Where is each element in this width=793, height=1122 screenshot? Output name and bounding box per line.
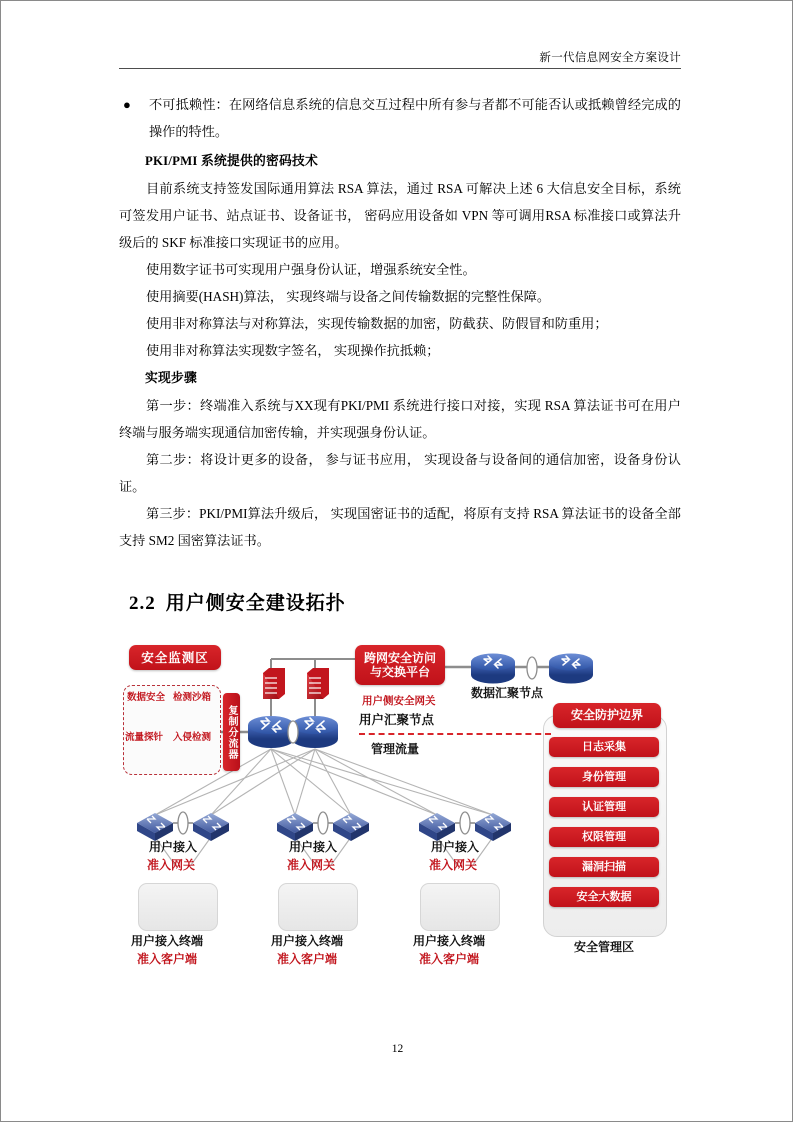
management-flow-label: 管理流量 <box>371 742 420 756</box>
security-item-vuln-scan: 漏洞扫描 <box>549 857 659 877</box>
subheading-steps: 实现步骤 <box>145 371 197 385</box>
gateway-sub-label: 用户侧安全网关 <box>362 695 436 707</box>
monitor-item-traffic-probe: 流量探针 <box>125 732 164 743</box>
step-1: 第一步：终端准入系统与XX现有PKI/PMI 系统进行接口对接，实现 RSA 算法证书可在用户终端与服务端实现通信加密传输，并实现强身份认证。 <box>119 398 681 440</box>
security-item-big-data: 安全大数据 <box>549 887 659 907</box>
splitter-label: 复制分流器 <box>223 693 240 771</box>
monitor-item-data-security: 数据安全 <box>127 692 166 703</box>
access-group-2-sub: 准入网关 <box>287 858 336 872</box>
user-aggregation-label: 用户汇聚节点 <box>359 712 435 727</box>
page-content <box>119 49 681 982</box>
step-3: 第三步：PKI/PMI算法升级后， 实现国密证书的适配，将原有支持 RSA 算法证书的设备全部支持 SM2 国密算法证书。 <box>119 506 681 548</box>
page-number: 12 <box>391 1043 404 1055</box>
terminal-label-3: 用户接入终端 <box>413 934 486 948</box>
terminal-label-2: 用户接入终端 <box>271 934 344 948</box>
security-zone-label: 安全管理区 <box>574 940 635 954</box>
security-boundary-title: 安全防护边界 <box>553 703 661 728</box>
terminal-sub-2: 准入客户端 <box>277 952 338 966</box>
paragraph-2: 使用数字证书可实现用户强身份认证，增强系统安全性。 <box>146 262 476 277</box>
monitor-zone-title: 安全监测区 <box>129 645 221 670</box>
paragraph-4: 使用非对称算法与对称算法，实现传输数据的加密，防截获、防假冒和防重用； <box>146 316 608 331</box>
network-topology-diagram <box>119 637 681 982</box>
management-flow-line <box>359 733 551 735</box>
running-header: 新一代信息网安全方案设计 <box>539 52 681 64</box>
monitor-item-ids: 入侵检测 <box>173 732 212 743</box>
data-aggregation-label: 数据汇聚节点 <box>471 686 544 700</box>
gateway-platform-title <box>355 645 445 685</box>
terminal-box-2 <box>278 883 358 931</box>
paragraph-3: 使用摘要(HASH)算法， 实现终端与设备之间传输数据的完整性保障。 <box>146 289 551 304</box>
security-item-authorization: 权限管理 <box>549 827 659 847</box>
access-group-3-sub: 准入网关 <box>429 858 478 872</box>
terminal-box-3 <box>420 883 500 931</box>
gateway-platform-line2: 与交换平台 <box>369 665 430 679</box>
section-title: 用户侧安全建设拓扑 <box>165 593 346 614</box>
terminal-sub-1: 准入客户端 <box>137 952 198 966</box>
terminal-label-1: 用户接入终端 <box>131 934 204 948</box>
section-heading <box>129 588 681 615</box>
access-group-1-sub: 准入网关 <box>147 858 196 872</box>
section-number: 2.2 <box>129 593 156 614</box>
subheading-pki-pmi: PKI/PMI 系统提供的密码技术 <box>145 154 318 168</box>
bullet-item <box>119 91 681 145</box>
paragraph-1: 目前系统支持签发国际通用算法 RSA 算法，通过 RSA 可解决上述 6 大信息安全目标，系统可签发用户证书、站点证书、设备证书， 密码应用设备如 VPN 等可调用RSA 标准接口或算法升级后的 SKF 标准接口实现证书的应用。 <box>119 181 681 250</box>
paragraph-5: 使用非对称算法实现数字签名， 实现操作抗抵赖； <box>146 343 440 358</box>
bullet-marker: ● <box>123 97 131 112</box>
terminal-sub-3: 准入客户端 <box>419 952 480 966</box>
gateway-platform-line1: 跨网安全访问 <box>363 650 436 665</box>
access-group-3-title: 用户接入 <box>431 840 480 854</box>
security-item-log-collection: 日志采集 <box>549 737 659 757</box>
access-group-1-title: 用户接入 <box>149 840 198 854</box>
monitor-item-sandbox: 检测沙箱 <box>173 692 212 703</box>
terminal-box-1 <box>138 883 218 931</box>
bullet-text: 不可抵赖性：在网络信息系统的信息交互过程中所有参与者都不可能否认或抵赖曾经完成的操作的特性。 <box>149 97 681 139</box>
header-rule <box>119 68 681 69</box>
access-group-2-title: 用户接入 <box>289 840 338 854</box>
security-item-identity: 身份管理 <box>549 767 659 787</box>
step-2: 第二步：将设计更多的设备， 参与证书应用， 实现设备与设备间的通信加密，设备身份认证。 <box>119 452 681 494</box>
security-item-authentication: 认证管理 <box>549 797 659 817</box>
